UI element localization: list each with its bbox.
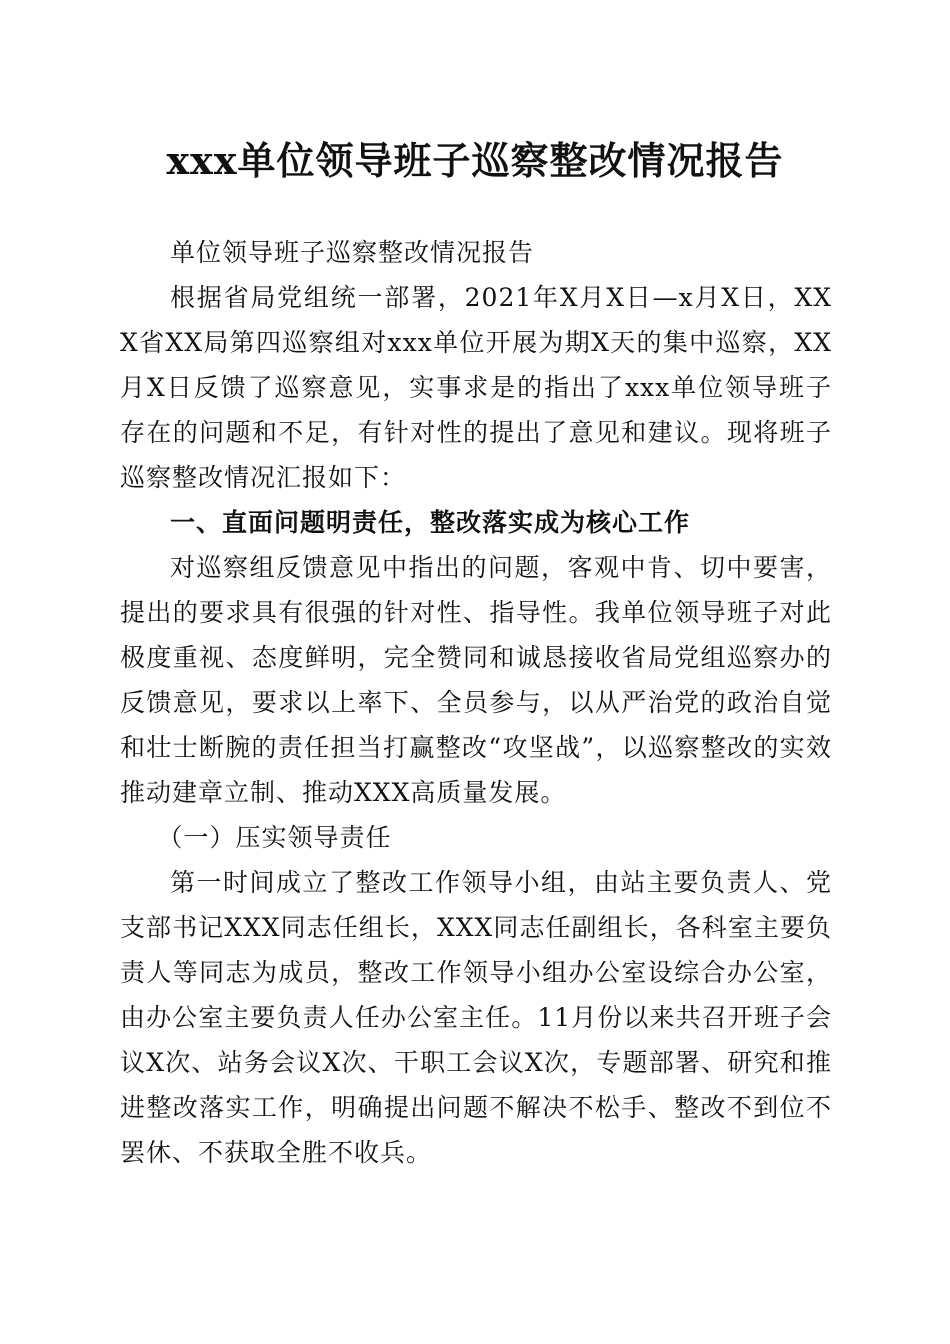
section-1-heading: 一、直面问题明责任，整改落实成为核心工作 [170, 508, 691, 537]
document-subtitle: 单位领导班子巡察整改情况报告 [170, 238, 535, 267]
subsection-1-heading: （一）压实领导责任 [157, 823, 392, 852]
document-body [120, 230, 832, 1175]
intro-paragraph: 根据省局党组统一部署，2021年X月X日—x月X日，XXX省XX局第四巡察组对xxx单位开展为期X天的集中巡察，XX月X日反馈了巡察意见，实事求是的指出了xxx单位领导班子存在的问题和不足，有针对性的提出了意见和建议。现将班子巡察整改情况汇报如下： [120, 283, 832, 492]
section-1-paragraph: 对巡察组反馈意见中指出的问题，客观中肯、切中要害，提出的要求具有很强的针对性、指导性。我单位领导班子对此极度重视、态度鲜明，完全赞同和诚恳接收省局党组巡察办的反馈意见，要求以上率下、全员参与，以从严治党的政治自觉和壮士断腕的责任担当打赢整改“攻坚战”，以巡察整改的实效推动建章立制、推动XXX高质量发展。 [120, 553, 832, 807]
subsection-1-paragraph: 第一时间成立了整改工作领导小组，由站主要负责人、党支部书记XXX同志任组长，XXX同志任副组长，各科室主要负责人等同志为成员，整改工作领导小组办公室设综合办公室，由办公室主要负责人任办公室主任。11月份以来共召开班子会议X次、站务会议X次、干职工会议X次，专题部署、研究和推进整改落实工作，明确提出问题不解决不松手、整改不到位不罢休、不获取全胜不收兵。 [120, 868, 832, 1167]
document-title: xxx单位领导班子巡察整改情况报告 [166, 138, 784, 183]
